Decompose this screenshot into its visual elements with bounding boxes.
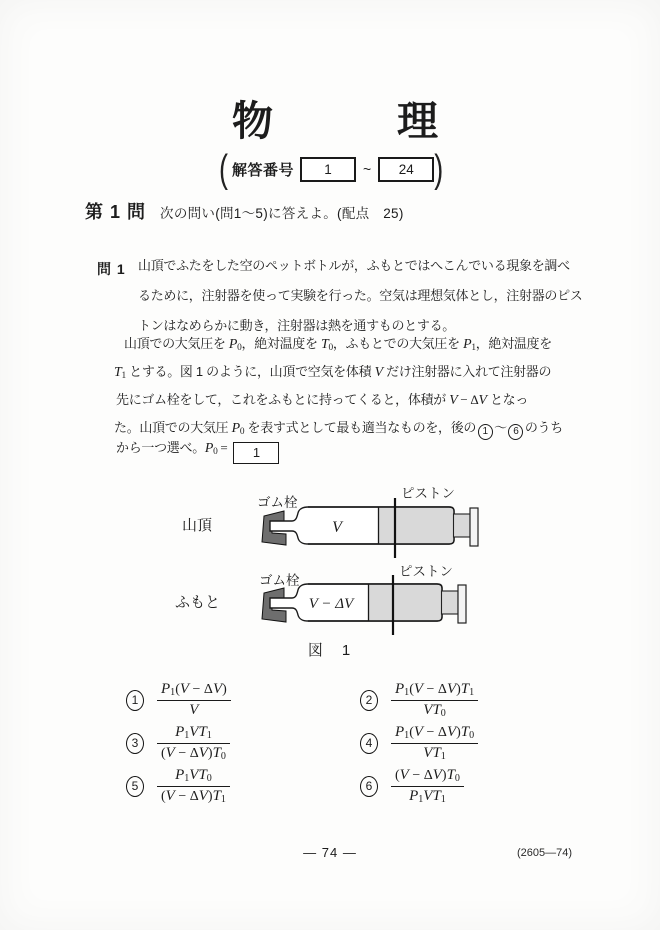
option-6 bbox=[360, 767, 464, 806]
question-line: るために，注射器を使って実験を行った。空気は理想気体とし，注射器のピス bbox=[138, 288, 583, 303]
option-2-circle: 2 bbox=[360, 690, 378, 711]
option-4 bbox=[360, 724, 478, 763]
question-line: た。山頂での大気圧 P0 を表す式として最も適当なものを，後の 1 ～ 6 のうち bbox=[114, 420, 563, 440]
bottom-volume-label: V − ΔV bbox=[308, 596, 354, 612]
page-title bbox=[232, 98, 438, 144]
fraction-numerator: P1(V − ΔV)T0 bbox=[395, 724, 475, 742]
question-label: 問 1 bbox=[97, 261, 126, 277]
section-row bbox=[85, 198, 404, 224]
option-5 bbox=[126, 767, 230, 806]
answer-number-range bbox=[219, 146, 444, 191]
tilde: ~ bbox=[363, 161, 372, 177]
option-6-circle: 6 bbox=[360, 776, 378, 797]
fraction-numerator: P1(V − ΔV) bbox=[161, 681, 227, 699]
bottom-plunger-rod bbox=[442, 591, 459, 614]
option-3-fraction bbox=[157, 724, 230, 763]
option-2-fraction bbox=[391, 681, 478, 720]
answer-range-label: 解答番号 bbox=[232, 161, 295, 179]
top-volume-label: V bbox=[332, 519, 342, 536]
option-1 bbox=[126, 681, 231, 719]
figure-1 bbox=[150, 478, 500, 660]
fraction-numerator: (V − ΔV)T0 bbox=[395, 767, 460, 785]
option-6-fraction bbox=[391, 767, 464, 806]
bottom-thumb-flange bbox=[458, 585, 466, 623]
question-line: トンはなめらかに動き，注射器は熱を通すものとする。 bbox=[138, 318, 455, 333]
question-line: T1 とする。図 1 のように，山頂で空気を体積 V だけ注射器に入れて注射器の bbox=[114, 364, 552, 382]
option-5-circle: 5 bbox=[126, 776, 144, 797]
fraction-denominator: (V − ΔV)T1 bbox=[161, 788, 226, 806]
answer-box-1: 1 bbox=[233, 442, 279, 464]
fraction-bar bbox=[391, 786, 464, 787]
fraction-numerator: P1(V − ΔV)T1 bbox=[395, 681, 475, 699]
figure-caption: 図 1 bbox=[307, 642, 353, 659]
answer-prompt-text: から一つ選べ。P0 = bbox=[116, 440, 228, 458]
fraction-bar bbox=[391, 700, 478, 701]
fraction-numerator: P1VT0 bbox=[175, 767, 212, 785]
option-3 bbox=[126, 724, 230, 763]
page-number: — 74 — bbox=[303, 845, 357, 860]
fraction-bar bbox=[157, 786, 230, 787]
question-line: 先にゴム栓をして，これをふもとに持ってくると，体積が V − ΔV となっ bbox=[116, 392, 529, 408]
answer-range-box-to: 24 bbox=[378, 157, 434, 182]
fraction-denominator: VT0 bbox=[423, 702, 446, 720]
top-plunger-body bbox=[379, 508, 454, 544]
figure-top-piston-label: ピストン bbox=[401, 486, 455, 501]
option-1-circle: 1 bbox=[126, 690, 144, 711]
figure-top-location-label: 山頂 bbox=[182, 517, 213, 534]
fraction-denominator: V bbox=[189, 702, 199, 719]
option-4-circle: 4 bbox=[360, 733, 378, 754]
close-paren: ) bbox=[434, 146, 444, 191]
fraction-denominator: VT1 bbox=[423, 745, 446, 763]
fraction-bar bbox=[157, 743, 230, 744]
fraction-bar bbox=[157, 700, 231, 701]
option-4-fraction bbox=[391, 724, 478, 763]
section-instruction: 次の問い(問1～5)に答えよ。(配点 25) bbox=[160, 206, 404, 221]
figure-bottom-stopper-label: ゴム栓 bbox=[259, 573, 300, 588]
bottom-plunger-body bbox=[369, 585, 442, 620]
title-char-2: 理 bbox=[397, 98, 438, 144]
fraction-bar bbox=[391, 743, 478, 744]
option-2 bbox=[360, 681, 478, 720]
section-heading: 第 1 問 bbox=[85, 202, 147, 222]
question-line: 山頂でふたをした空のペットボトルが，ふもとではへこんでいる現象を調べ bbox=[138, 258, 570, 273]
open-paren: ( bbox=[219, 146, 228, 191]
figure-bottom-location-label: ふもと bbox=[175, 594, 221, 611]
figure-bottom-piston-label: ピストン bbox=[399, 564, 453, 579]
top-thumb-flange bbox=[470, 508, 478, 546]
print-code: (2605—74) bbox=[517, 847, 573, 859]
fraction-denominator: (V − ΔV)T0 bbox=[161, 745, 226, 763]
fraction-numerator: P1VT1 bbox=[175, 724, 212, 742]
title-char-1: 物 bbox=[232, 98, 273, 144]
answer-range-box-from: 1 bbox=[300, 157, 356, 182]
question-line: 山頂での大気圧を P0，絶対温度を T0，ふもとでの大気圧を P1，絶対温度を bbox=[124, 336, 552, 354]
question-line-answer bbox=[116, 440, 279, 464]
option-5-fraction bbox=[157, 767, 230, 806]
option-3-circle: 3 bbox=[126, 733, 144, 754]
figure-top-stopper-label: ゴム栓 bbox=[257, 495, 298, 510]
option-1-fraction bbox=[157, 681, 231, 719]
fraction-denominator: P1VT1 bbox=[409, 788, 446, 806]
top-plunger-rod bbox=[454, 514, 471, 537]
